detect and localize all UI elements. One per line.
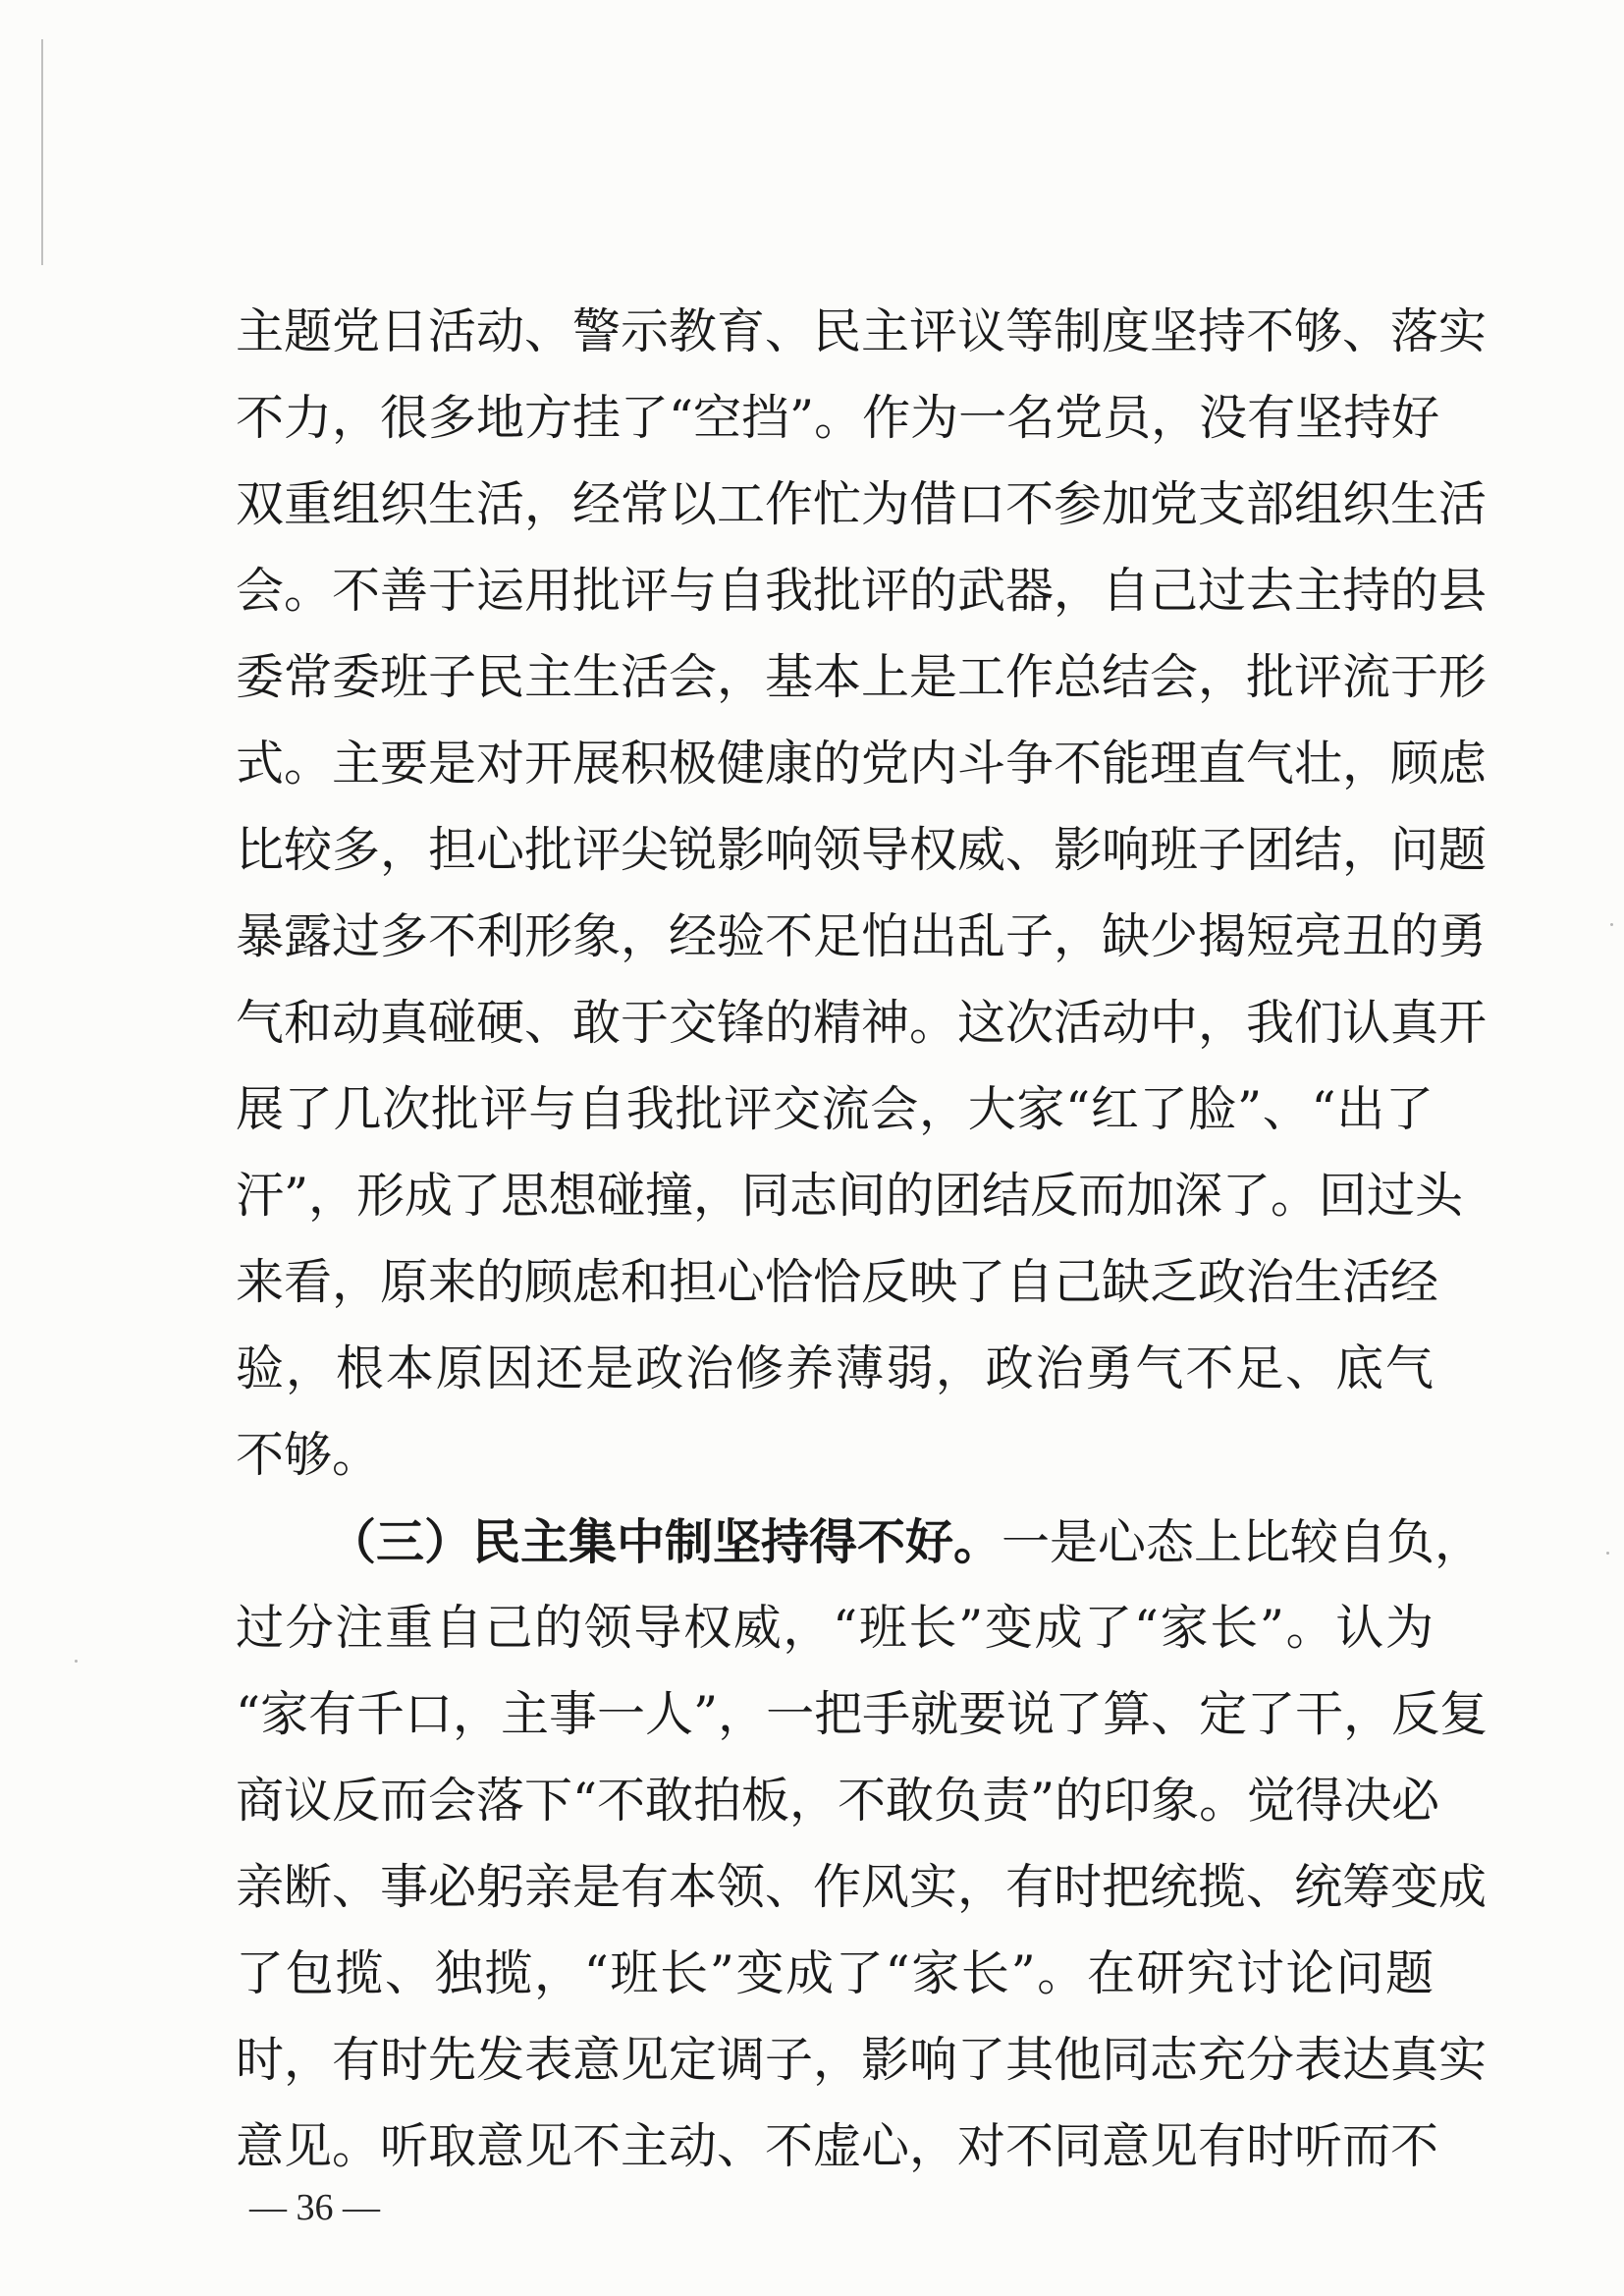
body-line: 双重组织生活，经常以工作忙为借口不参加党支部组织生活	[236, 476, 1488, 532]
scan-margin-line	[41, 39, 43, 265]
body-line: 气和动真碰硬、敢于交锋的精神。这次活动中，我们认真开	[236, 995, 1488, 1051]
body-line: 暴露过多不利形象，经验不足怕出乱子，缺少揭短亮丑的勇	[236, 908, 1488, 964]
body-line: 商议反而会落下“不敢拍板，不敢负责”的印象。觉得决必	[236, 1773, 1440, 1829]
body-line: 过分注重自己的领导权威，“班长”变成了“家长”。认为	[236, 1600, 1434, 1656]
body-line: 汗”，形成了思想碰撞，同志间的团结反而加深了。回过头	[236, 1168, 1464, 1224]
scan-speck	[1606, 1552, 1609, 1555]
body-line: 时，有时先发表意见定调子，影响了其他同志充分表达真实	[236, 2032, 1488, 2088]
body-line: 亲断、事必躬亲是有本领、作风实，有时把统揽、统筹变成	[236, 1859, 1488, 1915]
body-line: 比较多，担心批评尖锐影响领导权威、影响班子团结，问题	[236, 822, 1488, 878]
body-line: “家有千口，主事一人”，一把手就要说了算、定了干，反复	[236, 1686, 1489, 1742]
body-line: 不力，很多地方挂了“空挡”。作为一名党员，没有坚持好	[236, 390, 1440, 446]
body-line: 主题党日活动、警示教育、民主评议等制度坚持不够、落实	[236, 303, 1488, 359]
body-line: 不够。	[236, 1427, 381, 1483]
section-heading-rest: 一是心态上比较自负，	[1001, 1514, 1484, 1570]
body-line: 意见。听取意见不主动、不虚心，对不同意见有时听而不	[236, 2118, 1439, 2174]
body-line: 委常委班子民主生活会，基本上是工作总结会，批评流于形	[236, 649, 1488, 705]
body-line: 了包揽、独揽，“班长”变成了“家长”。在研究讨论问题	[236, 1945, 1434, 2001]
body-line: 来看，原来的顾虑和担心恰恰反映了自己缺乏政治生活经	[236, 1254, 1439, 1310]
section-heading-line	[328, 1498, 1484, 1586]
body-line: 式。主要是对开展积极健康的党内斗争不能理直气壮，顾虑	[236, 736, 1488, 792]
scan-speck	[1610, 923, 1613, 926]
body-line: 会。不善于运用批评与自我批评的武器，自己过去主持的县	[236, 563, 1488, 619]
page-number: — 36 —	[249, 2187, 380, 2228]
body-line: 展了几次批评与自我批评交流会，大家“红了脸”、“出了	[236, 1081, 1434, 1137]
section-heading: （三）民主集中制坚持得不好。	[328, 1513, 1002, 1570]
scan-speck	[75, 1660, 78, 1663]
body-line: 验，根本原因还是政治修养薄弱，政治勇气不足、底气	[236, 1340, 1434, 1396]
